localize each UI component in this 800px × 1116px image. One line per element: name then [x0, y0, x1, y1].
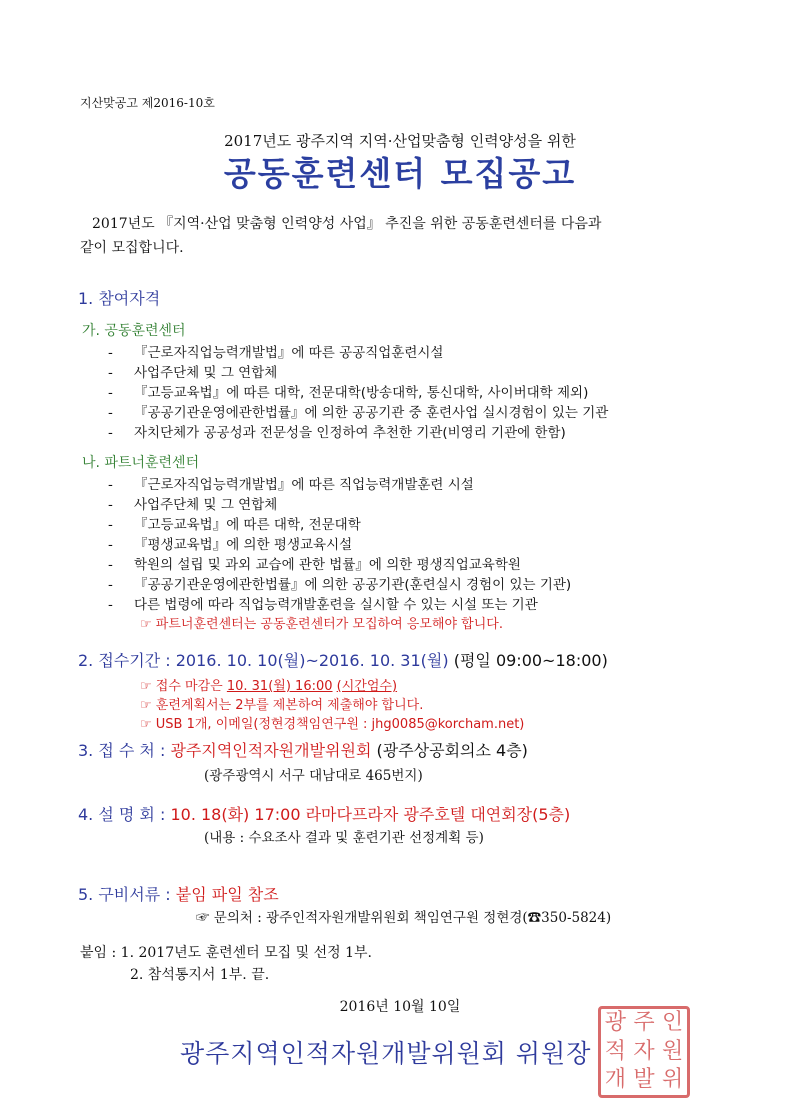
group-b-item: - 다른 법령에 따라 직업능력개발훈련을 실시할 수 있는 시설 또는 기관: [108, 597, 538, 613]
group-a-item: - 『고등교육법』에 따른 대학, 전문대학(방송대학, 통신대학, 사이버대학 제외): [108, 385, 589, 401]
attachment-line-2: 2. 참석통지서 1부. 끝.: [130, 967, 270, 983]
section-3-line: [78, 738, 528, 761]
section-2-line: [78, 648, 608, 671]
group-b-item: - 『공공기관운영에관한법률』에 의한 공공기관(훈련실시 경험이 있는 기관): [108, 577, 572, 593]
group-a-item: - 자치단체가 공공성과 전문성을 인정하여 추천한 기관(비영리 기관에 한함): [108, 425, 566, 441]
intro-paragraph: [80, 212, 601, 260]
section-4-line: [78, 802, 570, 825]
contact-info: ☞ 문의처 : 광주인적자원개발위원회 책임연구원 정현경(☎350-5824): [196, 910, 612, 926]
group-a-item: - 사업주단체 및 그 연합체: [108, 365, 278, 381]
group-a-item: - 『근로자직업능력개발법』에 따른 공공직업훈련시설: [108, 345, 444, 361]
document-number: 지산맞공고 제2016-10호: [80, 96, 215, 110]
official-seal-stamp: 광 주 인 적 자 원 개 발 위: [598, 1006, 690, 1098]
section-5-line: [78, 882, 279, 905]
submission-note: ☞ USB 1개, 이메일(정현경책임연구원 : jhg0085@korcham.net): [140, 717, 525, 732]
group-b-item: - 학원의 설립 및 과외 교습에 관한 법률』에 의한 평생직업교육학원: [108, 557, 521, 573]
deadline-time: 10. 31(월) 16:00: [226, 679, 333, 694]
briefing-event: 10. 18(화) 17:00 라마다프라자 광주호텔 대연회장(5층): [170, 805, 571, 824]
group-a-label: 가. 공동훈련센터: [82, 323, 186, 339]
group-b-item: - 사업주단체 및 그 연합체: [108, 497, 278, 513]
reception-place-detail: (광주상공회의소 4층): [376, 741, 528, 760]
issue-date: 2016년 10월 10일: [339, 999, 461, 1015]
section-4-label: 4. 설 명 회 :: [78, 805, 166, 824]
issuer-name: 광주지역인적자원개발위원회 위원장: [180, 1039, 592, 1068]
group-b-item: - 『고등교육법』에 따른 대학, 전문대학: [108, 517, 361, 533]
intro-line-2: 같이 모집합니다.: [80, 240, 184, 256]
binding-note: ☞ 훈련계획서는 2부를 제본하여 제출해야 합니다.: [140, 698, 424, 713]
announcement-subtitle: 2017년도 광주지역 지역·산업맞춤형 인력양성을 위한: [224, 132, 576, 150]
section-2-label: 2. 접수기간 :: [78, 651, 171, 670]
deadline-note: ☞ 접수 마감은 10. 31(월) 16:00 (시간엄수): [140, 679, 398, 694]
intro-line-1: 2017년도 『지역·산업 맞춤형 인력양성 사업』 추진을 위한 공동훈련센터를 다음과: [92, 216, 602, 232]
reception-address: (광주광역시 서구 대남대로 465번지): [204, 768, 423, 784]
attachment-line-1: 붙임 : 1. 2017년도 훈련센터 모집 및 선정 1부.: [80, 945, 372, 961]
section-3-label: 3. 접 수 처 :: [78, 741, 166, 760]
section-5-label: 5. 구비서류 :: [78, 885, 171, 904]
required-documents: 붙임 파일 참조: [175, 885, 279, 904]
group-b-label: 나. 파트너훈련센터: [82, 455, 200, 471]
reception-period: 2016. 10. 10(월)~2016. 10. 31(월): [175, 651, 449, 670]
announcement-title: 공동훈련센터 모집공고: [223, 154, 577, 193]
section-1-heading: 1. 참여자격: [78, 289, 161, 308]
partner-note: ☞ 파트너훈련센터는 공동훈련센터가 모집하여 응모해야 합니다.: [140, 617, 503, 632]
briefing-content: (내용 : 수요조사 결과 및 훈련기관 선정계획 등): [204, 830, 484, 846]
reception-place: 광주지역인적자원개발위원회: [170, 741, 372, 760]
group-b-item: - 『근로자직업능력개발법』에 따른 직업능력개발훈련 시설: [108, 477, 474, 493]
group-b-item: - 『평생교육법』에 의한 평생교육시설: [108, 537, 353, 553]
group-a-item: - 『공공기관운영에관한법률』에 의한 공공기관 중 훈련사업 실시경험이 있는 기관: [108, 405, 609, 421]
reception-hours: (평일 09:00~18:00): [453, 651, 608, 670]
